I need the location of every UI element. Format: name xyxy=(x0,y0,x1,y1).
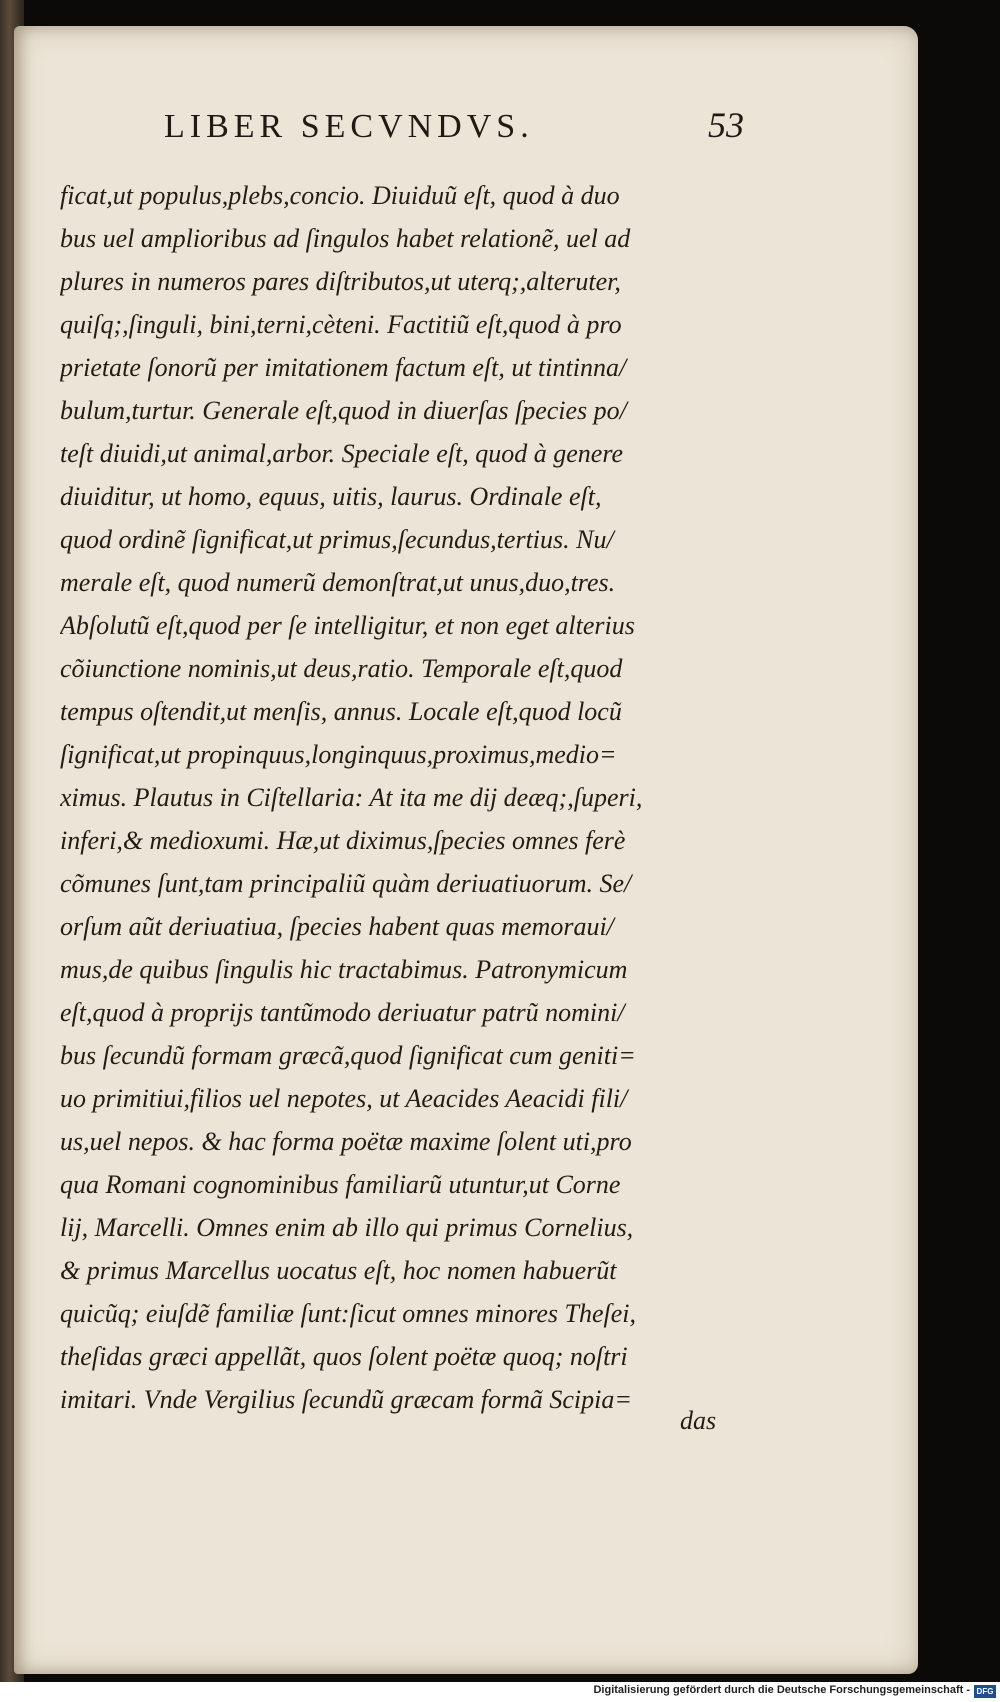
text-line: quicũq; eiuſdẽ familiæ ſunt:ſicut omnes minores Theſei, xyxy=(60,1299,637,1328)
running-head: LIBER SECVNDVS. xyxy=(164,108,534,145)
text-line: mus,de quibus ſingulis hic tractabimus. Patronymicum xyxy=(60,955,628,984)
text-line: bus uel amplioribus ad ſingulos habet relationẽ, uel ad xyxy=(60,224,631,253)
text-line: qua Romani cognominibus familiarũ utuntur,ut Corne xyxy=(60,1170,621,1199)
page-number: 53 xyxy=(708,105,744,145)
text-line: us,uel nepos. & hac forma poëtæ maxime ſolent uti,pro xyxy=(60,1127,632,1156)
text-line: lij, Marcelli. Omnes enim ab illo qui primus Cornelius, xyxy=(60,1213,634,1242)
text-line: quod ordinẽ ſignificat,ut primus,ſecundus,tertius. Nu/ xyxy=(60,525,614,554)
text-line: theſidas græci appellãt, quos ſolent poëtæ quoq; noſtri xyxy=(60,1342,628,1371)
text-line: Abſolutũ eſt,quod per ſe intelligitur, et non eget alterius xyxy=(60,611,635,640)
text-line: uo primitiui,filios uel nepotes, ut Aeacides Aeacidi fili/ xyxy=(60,1084,628,1113)
text-line: diuiditur, ut homo, equus, uitis, laurus. Ordinale eſt, xyxy=(60,482,602,511)
text-line: inferi,& medioxumi. Hæ,ut diximus,ſpecies omnes ferè xyxy=(60,826,626,855)
text-line: ſignificat,ut propinquus,longinquus,proximus,medio= xyxy=(60,740,617,769)
catchword: das xyxy=(680,1406,717,1435)
text-line: prietate ſonorũ per imitationem factum eſt, ut tintinna/ xyxy=(60,353,627,382)
text-line: bus ſecundũ formam græcã,quod ſignificat cum geniti= xyxy=(60,1041,636,1070)
text-line: cõmunes ſunt,tam principaliũ quàm deriuatiuorum. Se/ xyxy=(60,869,632,898)
text-line: imitari. Vnde Vergilius ſecundũ græcam formã Scipia= xyxy=(60,1385,632,1414)
text-line: tempus oſtendit,ut menſis, annus. Locale eſt,quod locũ xyxy=(60,697,622,726)
funding-credit: Digitalisierung gefördert durch die Deutsche Forschungsgemeinschaft - xyxy=(593,1684,970,1696)
text-line: ximus. Plautus in Ciſtellaria: At ita me dij deæq;,ſuperi, xyxy=(60,783,643,812)
text-line: cõiunctione nominis,ut deus,ratio. Temporale eſt,quod xyxy=(60,654,623,683)
dfg-logo: DFG xyxy=(974,1685,996,1698)
text-line: bulum,turtur. Generale eſt,quod in diuerſas ſpecies po/ xyxy=(60,396,627,425)
body-text xyxy=(60,174,740,1421)
text-line: & primus Marcellus uocatus eſt, hoc nomen habuerũt xyxy=(60,1256,617,1285)
text-line: orſum aũt deriuatiua, ſpecies habent quas memoraui/ xyxy=(60,912,614,941)
text-line: plures in numeros pares diſtributos,ut uterq;,alteruter, xyxy=(60,267,621,296)
footer-bar xyxy=(0,1682,1000,1702)
book-page xyxy=(14,26,918,1674)
text-line: ficat,ut populus,plebs,concio. Diuiduũ eſt, quod à duo xyxy=(60,181,620,210)
text-line: merale eſt, quod numerũ demonſtrat,ut unus,duo,tres. xyxy=(60,568,616,597)
text-line: eſt,quod à proprijs tantũmodo deriuatur patrũ nomini/ xyxy=(60,998,625,1027)
text-line: quiſq;,ſinguli, bini,terni,cèteni. Factitiũ eſt,quod à pro xyxy=(60,310,622,339)
text-line: teſt diuidi,ut animal,arbor. Speciale eſt, quod à genere xyxy=(60,439,624,468)
